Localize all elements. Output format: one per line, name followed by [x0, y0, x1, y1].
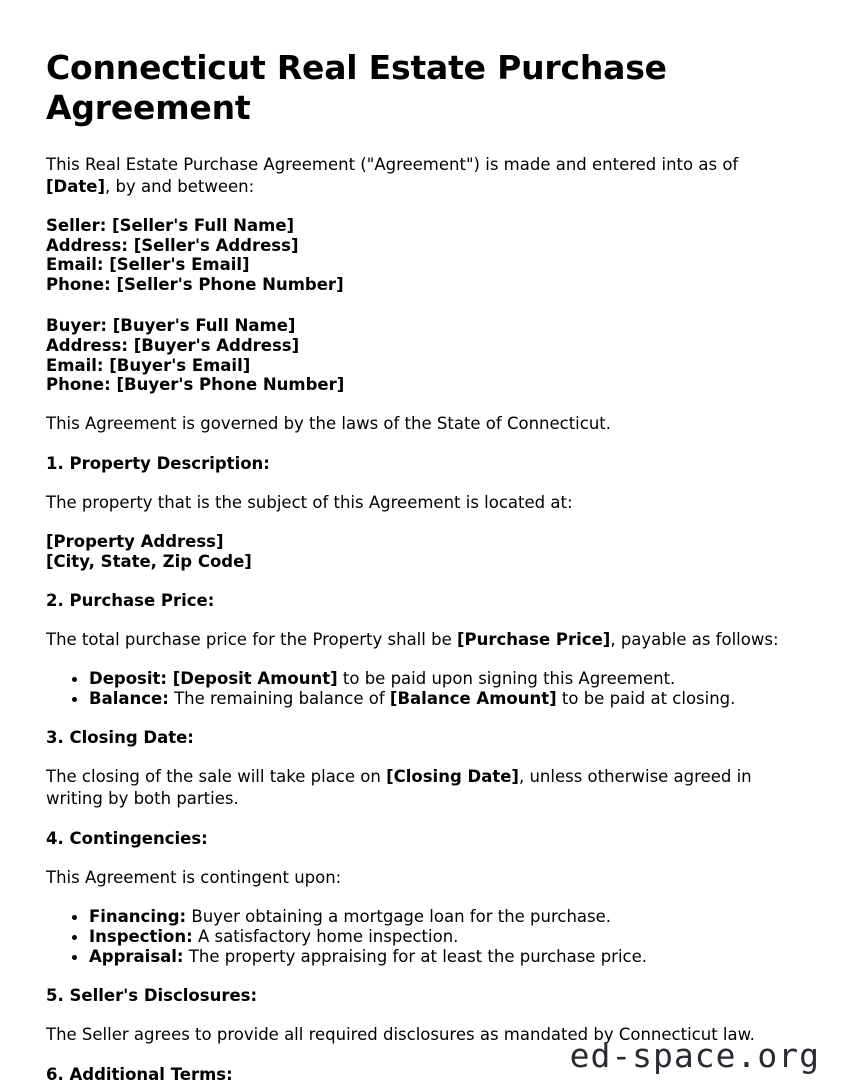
purchase-price-text-before: The total purchase price for the Property shall be [46, 629, 457, 649]
purchase-price-text-after: , payable as follows: [610, 629, 779, 649]
list-item [46, 669, 782, 689]
balance-amount-placeholder: [Balance Amount] [389, 688, 557, 708]
watermark: ed-space.org [569, 1036, 820, 1075]
list-item [46, 907, 782, 927]
section-heading-property-description: 1. Property Description: [46, 453, 270, 473]
buyer-address-line: Address: [Buyer's Address] [46, 335, 300, 355]
seller-email-line: Email: [Seller's Email] [46, 255, 250, 275]
closing-date-placeholder: [Closing Date] [386, 766, 519, 786]
document-content [46, 48, 782, 1092]
appraisal-text: The property appraising for at least the purchase price. [183, 946, 648, 966]
property-address-line-2: [City, State, Zip Code] [46, 551, 252, 571]
closing-date-text-after: , unless otherwise agreed in writing by both parties. [46, 766, 752, 808]
seller-address-line: Address: [Seller's Address] [46, 235, 299, 255]
property-description-body: The property that is the subject of this Agreement is located at: [46, 492, 573, 512]
list-item [46, 947, 782, 967]
balance-text-before: The remaining balance of [168, 688, 390, 708]
deposit-text: to be paid upon signing this Agreement. [337, 668, 676, 688]
sellers-disclosures-body: The Seller agrees to provide all required disclosures as mandated by Connecticut law. [46, 1024, 755, 1044]
governing-law-paragraph: This Agreement is governed by the laws of the State of Connecticut. [46, 413, 612, 433]
buyer-name-line: Buyer: [Buyer's Full Name] [46, 316, 296, 336]
list-item [46, 689, 782, 709]
section-heading-purchase-price: 2. Purchase Price: [46, 590, 215, 610]
section-heading-contingencies: 4. Contingencies: [46, 828, 208, 848]
section-heading-additional-terms: 6. Additional Terms: [46, 1064, 233, 1084]
closing-date-body [46, 766, 782, 810]
list-item [46, 927, 782, 947]
seller-name-line: Seller: [Seller's Full Name] [46, 216, 295, 235]
seller-info-block [46, 216, 782, 294]
contingencies-body: This Agreement is contingent upon: [46, 867, 342, 887]
intro-date-placeholder: [Date] [46, 177, 105, 196]
closing-date-text-before: The closing of the sale will take place on [46, 766, 387, 786]
appraisal-label: Appraisal: [89, 946, 184, 966]
financing-label: Financing: [89, 906, 187, 926]
buyer-email-line: Email: [Buyer's Email] [46, 355, 251, 375]
deposit-label: Deposit: [Deposit Amount] [89, 668, 338, 688]
contingencies-bullet-list [46, 907, 782, 967]
page-title: Connecticut Real Estate Purchase Agreement [46, 48, 667, 127]
purchase-price-body [46, 629, 782, 651]
section-heading-closing-date: 3. Closing Date: [46, 727, 194, 747]
purchase-price-placeholder: [Purchase Price] [456, 629, 611, 649]
intro-text-after: , by and between: [105, 177, 255, 196]
intro-text-before: This Real Estate Purchase Agreement ("Agreement") is made and entered into as of [46, 155, 739, 174]
property-address-line-1: [Property Address] [46, 531, 224, 551]
balance-label: Balance: [89, 688, 169, 708]
section-heading-sellers-disclosures: 5. Seller's Disclosures: [46, 985, 258, 1005]
property-address-block [46, 532, 782, 572]
seller-phone-line: Phone: [Seller's Phone Number] [46, 274, 344, 294]
balance-text-after: to be paid at closing. [556, 688, 736, 708]
inspection-label: Inspection: [89, 926, 193, 946]
buyer-info-block [46, 316, 782, 394]
financing-text: Buyer obtaining a mortgage loan for the purchase. [186, 906, 612, 926]
purchase-price-bullet-list [46, 669, 782, 709]
buyer-phone-line: Phone: [Buyer's Phone Number] [46, 375, 345, 395]
intro-paragraph [46, 154, 782, 198]
inspection-text: A satisfactory home inspection. [192, 926, 459, 946]
